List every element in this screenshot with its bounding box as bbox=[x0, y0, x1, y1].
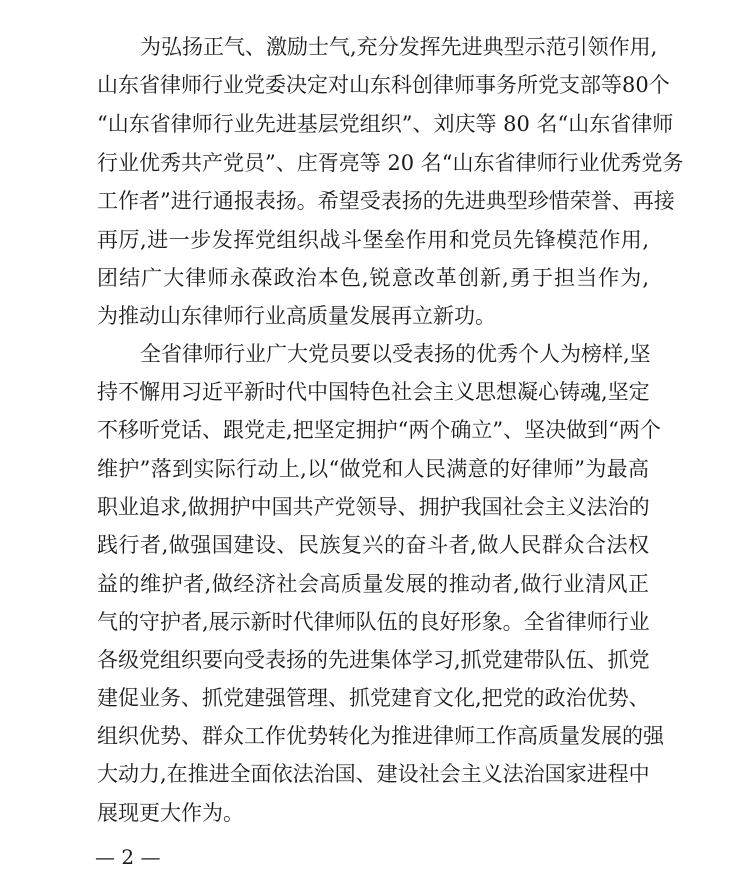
paragraph-2-line-11: 组织优势、群众工作优势转化为推进律师工作高质量发展的强 bbox=[97, 724, 664, 748]
paragraph-1-line-7: 团结广大律师永葆政治本色,锐意改革创新,勇于担当作为, bbox=[97, 266, 649, 290]
paragraph-1-line-4: 行业优秀共产党员”、庄胥亮等 20 名“山东省律师行业优秀党务 bbox=[97, 151, 684, 175]
paragraph-2-line-10: 建促业务、抓党建强管理、抓党建育文化,把党的政治优势、 bbox=[97, 686, 650, 710]
paragraph-1-line-5: 工作者”进行通报表扬。希望受表扬的先进典型珍惜荣誉、再接 bbox=[97, 189, 675, 213]
paragraph-1-line-2: 山东省律师行业党委决定对山东科创律师事务所党支部等80个 bbox=[97, 73, 670, 97]
page-number: — 2 — bbox=[95, 845, 161, 869]
paragraph-1-line-1: 为弘扬正气、激励士气,充分发挥先进典型示范引领作用, bbox=[140, 35, 658, 59]
paragraph-2-line-3: 不移听党话、跟党走,把坚定拥护“两个确立”、坚决做到“两个 bbox=[97, 418, 661, 442]
paragraph-2-line-2: 持不懈用习近平新时代中国特色社会主义思想凝心铸魂,坚定 bbox=[97, 380, 650, 404]
paragraph-2-line-6: 践行者,做强国建设、民族复兴的奋斗者,做人民群众合法权 bbox=[97, 533, 649, 557]
paragraph-2-line-7: 益的维护者,做经济社会高质量发展的推动者,做行业清风正 bbox=[97, 572, 649, 596]
paragraph-2-line-12: 大动力,在推进全面依法治国、建设社会主义法治国家进程中 bbox=[97, 762, 650, 786]
paragraph-2-line-8: 气的守护者,展示新时代律师队伍的良好形象。全省律师行业 bbox=[97, 610, 650, 634]
paragraph-2-line-1: 全省律师行业广大党员要以受表扬的优秀个人为榜样,坚 bbox=[140, 342, 651, 366]
paragraph-2-line-5: 职业追求,做拥护中国共产党领导、拥护我国社会主义法治的 bbox=[97, 495, 650, 519]
paragraph-2-line-9: 各级党组织要向受表扬的先进集体学习,抓党建带队伍、抓党 bbox=[97, 648, 650, 672]
paragraph-1-line-8: 为推动山东律师行业高质量发展再立新功。 bbox=[97, 304, 496, 328]
paragraph-1-line-3: “山东省律师行业先进基层党组织”、刘庆等 80 名“山东省律师 bbox=[97, 112, 674, 136]
paragraph-2-line-4: 维护”落到实际行动上,以“做党和人民满意的好律师”为最高 bbox=[97, 457, 649, 481]
paragraph-2-line-13: 展现更大作为。 bbox=[97, 801, 244, 825]
paragraph-1-line-6: 再厉,进一步发挥党组织战斗堡垒作用和党员先锋模范作用, bbox=[97, 228, 649, 252]
